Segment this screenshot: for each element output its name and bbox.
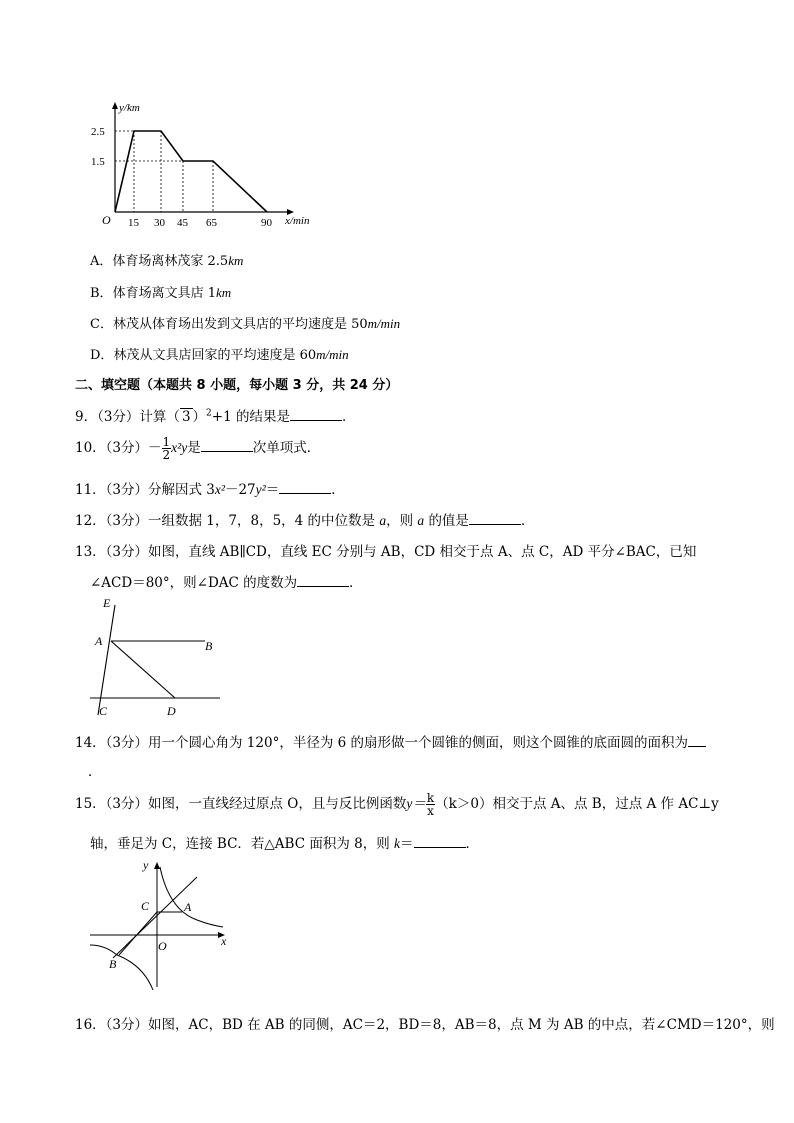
option-unit: m/min — [316, 347, 349, 362]
label-y: y — [143, 858, 149, 872]
label-D: D — [167, 704, 176, 718]
option-letter: D． — [90, 348, 114, 363]
option-text: 林茂从文具店回家的平均速度是 60 — [113, 348, 317, 363]
x-tick-15: 15 — [128, 217, 139, 229]
fraction-k-over-x: $\frac{k}{x}$ — [426, 791, 435, 818]
hyperbola-branch-upper — [160, 867, 223, 927]
option-b — [90, 282, 231, 301]
option-letter: C． — [90, 317, 113, 332]
x-tick-65: 65 — [206, 217, 217, 229]
x-tick-90: 90 — [261, 217, 272, 229]
x-tick-30: 30 — [154, 217, 165, 229]
option-c — [90, 313, 400, 332]
fraction-one-half: $\frac{1}{2}$ — [162, 435, 171, 462]
question-12: 12．（3分）一组数据 1，7，8，5，4 的中位数是 a，则 a 的值是 ． — [75, 513, 535, 529]
answer-blank[interactable] — [414, 835, 466, 848]
label-A: A — [184, 900, 192, 914]
option-text: 林茂从体育场出发到文具店的平均速度是 50 — [112, 317, 368, 332]
answer-blank[interactable] — [279, 481, 331, 494]
answer-blank[interactable] — [688, 734, 706, 747]
question-15-line2: 轴，垂足为 C，连接 BC．若△ABC 面积为 8，则 k＝ ． — [90, 836, 480, 852]
question-15-line1: 15．（3分）如图，一直线经过原点 O，且与反比例函数y＝ $\frac{k}{x}$ （k＞0）相交于点 A、点 B，过点 A 作 AC⊥y — [75, 791, 719, 818]
label-A: A — [95, 634, 103, 648]
label-C: C — [141, 899, 150, 913]
option-unit: km — [228, 253, 244, 268]
answer-blank[interactable] — [290, 408, 342, 421]
inverse-proportion-figure — [85, 855, 235, 995]
option-text: 体育场离林茂家 2.5 — [112, 254, 229, 269]
y-tick-2-5: 2.5 — [91, 126, 105, 138]
label-O: O — [158, 939, 167, 953]
label-x: x — [221, 934, 227, 948]
distance-series-line — [115, 131, 267, 212]
x-axis-label: x/min — [285, 215, 310, 227]
option-letter: B． — [90, 286, 113, 301]
distance-time-graph — [85, 100, 335, 230]
question-14-line2: ． — [88, 764, 102, 780]
option-d — [90, 344, 349, 363]
parallel-lines-figure — [85, 595, 230, 720]
answer-blank[interactable] — [297, 574, 349, 587]
label-E: E — [103, 596, 111, 610]
label-B: B — [205, 639, 213, 653]
question-13-line2: ∠ACD＝80°，则∠DAC 的度数为 ． — [90, 575, 363, 591]
label-C: C — [99, 704, 108, 718]
question-13-line1: 13．（3分）如图，直线 AB∥CD，直线 EC 分别与 AB，CD 相交于点 A、点 C，AD 平分∠BAC，已知 — [75, 544, 697, 560]
dotted-guides — [115, 131, 213, 212]
origin-label: O — [102, 213, 111, 227]
answer-blank[interactable] — [469, 512, 521, 525]
option-unit: m/min — [367, 316, 401, 331]
x-tick-45: 45 — [177, 217, 188, 229]
question-9: 9．（3分）计算（ 3 ）$^2$+1 的结果是 ． — [75, 408, 356, 425]
option-a — [90, 250, 243, 269]
question-14-line1: 14．（3分）用一个圆心角为 120°，半径为 6 的扇形做一个圆锥的侧面，则这个圆锥的底面圆的面积为 — [75, 731, 706, 751]
section-title: 二、填空题（本题共 8 小题，每小题 3 分，共 24 分） — [75, 378, 399, 393]
option-text: 体育场离文具店 1 — [112, 286, 216, 301]
label-B: B — [109, 957, 117, 971]
y-tick-1-5: 1.5 — [91, 156, 105, 168]
question-16-line1: 16．（3分）如图，AC，BD 在 AB 的同侧，AC＝2，BD＝8，AB＝8，点 M 为 AB 的中点，若∠CMD＝120°，则 — [75, 1017, 775, 1033]
question-10: 10．（3分）－ $\frac{1}{2}$ x²y是 次单项式． — [75, 435, 321, 462]
question-11: 11．（3分）分解因式 3x²－27y²＝ ． — [75, 482, 345, 498]
option-letter: A． — [90, 254, 113, 269]
sqrt-3: 3 — [181, 409, 191, 425]
answer-blank[interactable] — [201, 439, 253, 452]
option-unit: km — [215, 285, 232, 300]
y-axis-label: y/km — [119, 102, 140, 114]
